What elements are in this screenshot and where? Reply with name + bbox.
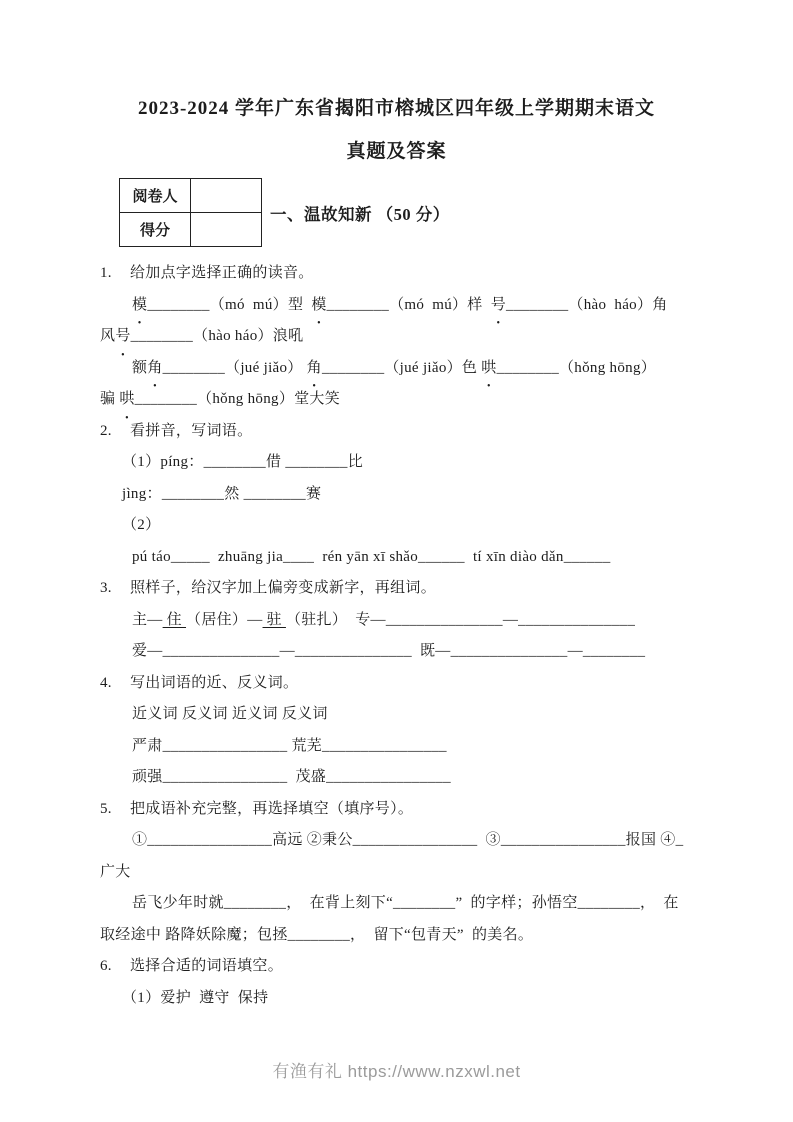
question-3-prompt-text: 照样子，给汉字加上偏旁变成新字，再组词。 [130,580,437,596]
text-segment: ________（jué jiǎo） [162,359,307,376]
question-line [100,290,693,322]
grader-value-reviewer [191,179,262,213]
text-segment: ________（hào háo）浪吼 [130,328,304,344]
grader-table [119,178,262,247]
question-line [100,353,693,385]
question-2 [100,416,693,574]
grader-value-score [191,213,262,247]
question-line [100,447,693,479]
question-line [100,699,693,731]
question-1 [100,258,693,416]
question-line [100,510,693,542]
question-1-number: 1. [100,265,112,281]
text-segment: 额 [132,359,148,376]
text-segment: （居住）— [186,611,263,628]
question-6-body [100,983,693,1015]
question-4-prompt-text: 写出词语的近、反义词。 [130,674,299,691]
text-segment: 广大 [100,863,131,880]
dotted-char: 号 [490,296,507,313]
question-4-prompt [100,668,693,700]
text-segment: ________（mó mú）型 [147,296,312,313]
text-segment: （2） [122,517,161,533]
grader-label-score: 得分 [120,213,191,247]
text-segment: （驻扎） 专—_______________—_______________ [285,611,636,628]
question-2-prompt-text: 看拼音，写词语。 [130,422,253,439]
dotted-char: 哄 [119,391,135,407]
question-6-prompt-text: 选择合适的词语填空。 [130,958,284,974]
question-3-prompt [100,573,693,605]
title-line-1: 2023-2024 学年广东省揭阳市榕城区四年级上学期期末语文 [137,98,656,119]
question-line [100,321,693,353]
section-heading: 一、温故知新 （50 分） [270,204,450,224]
grader-row-reviewer [120,179,262,213]
text-segment: ________（hǒng hōng）堂大笑 [134,391,341,407]
question-line [100,920,693,952]
text-segment: ①________________高远 ②秉公________________ ③________________报国 ④_ [132,832,684,848]
text-segment: ________（hǒng hōng） [496,359,657,376]
text-segment: 爱—_______________—_______________ 既—_______________—________ [132,643,646,659]
question-line [100,479,693,511]
question-1-body [100,290,693,416]
question-line [100,384,693,416]
text-segment: 骗 [100,391,120,407]
question-4-body [100,699,693,794]
text-segment: jìng：________然 ________赛 [122,485,322,502]
page-title [100,0,693,165]
question-line [100,636,693,668]
text-segment: ________（mó mú）样 [326,296,491,313]
question-line [100,542,693,574]
text-segment: ________（hào háo）角 [506,296,668,313]
text-segment: ________（jué jiǎo）色 [321,359,482,376]
dotted-char: 哄 [481,359,497,376]
question-4-number: 4. [100,674,112,691]
text-segment: （1）píng：________借 ________比 [122,454,364,470]
header-row [100,178,693,247]
text-segment: 风 [100,328,116,344]
question-line [100,825,693,857]
text-segment: 岳飞少年时就________， 在背上刻下“________” 的字样；孙悟空________， 在 [132,895,679,911]
text-segment: 顽强________________ 茂盛________________ [132,769,451,785]
question-2-prompt [100,416,693,448]
question-3-body [100,605,693,668]
dotted-char: 模 [311,296,327,313]
question-6 [100,951,693,1014]
text-segment: 近义词 反义词 近义词 反义词 [132,706,328,722]
text-segment: 主— [132,611,163,628]
grader-row-score [120,213,262,247]
question-2-body [100,447,693,573]
question-5-body [100,825,693,951]
text-segment: 严肃________________ 荒芜________________ [132,737,447,754]
underlined-char: 住 [162,611,187,628]
question-line [100,731,693,763]
question-line [100,762,693,794]
dotted-char: 模 [132,296,148,313]
question-6-number: 6. [100,958,112,974]
footer-watermark: 有渔有礼 https://www.nzxwl.net [272,1062,521,1081]
text-segment: pú táo_____ zhuāng jia____ rén yān xī shǎo______ tí xīn diào dǎn______ [132,548,611,565]
question-3-number: 3. [100,580,112,596]
questions-area [100,258,693,1014]
text-segment: 取经途中 路降妖除魔；包拯________， 留下“包青天” 的美名。 [100,926,534,943]
question-2-number: 2. [100,422,112,439]
underlined-char: 驻 [262,611,286,628]
question-5 [100,794,693,952]
grader-label-reviewer: 阅卷人 [120,179,191,213]
question-6-prompt [100,951,693,983]
title-line-2: 真题及答案 [346,141,447,162]
question-5-prompt [100,794,693,826]
question-1-prompt [100,258,693,290]
question-5-number: 5. [100,800,112,817]
question-1-prompt-text: 给加点字选择正确的读音。 [130,265,314,281]
question-line [100,888,693,920]
dotted-char: 号 [115,328,131,344]
question-3 [100,573,693,668]
question-4 [100,668,693,794]
question-line [100,605,693,637]
dotted-char: 角 [306,359,322,376]
text-segment: （1）爱护 遵守 保持 [122,989,269,1006]
dotted-char: 角 [147,359,163,376]
question-line [100,983,693,1015]
question-line [100,857,693,889]
question-5-prompt-text: 把成语补充完整，再选择填空（填序号）。 [130,800,414,817]
